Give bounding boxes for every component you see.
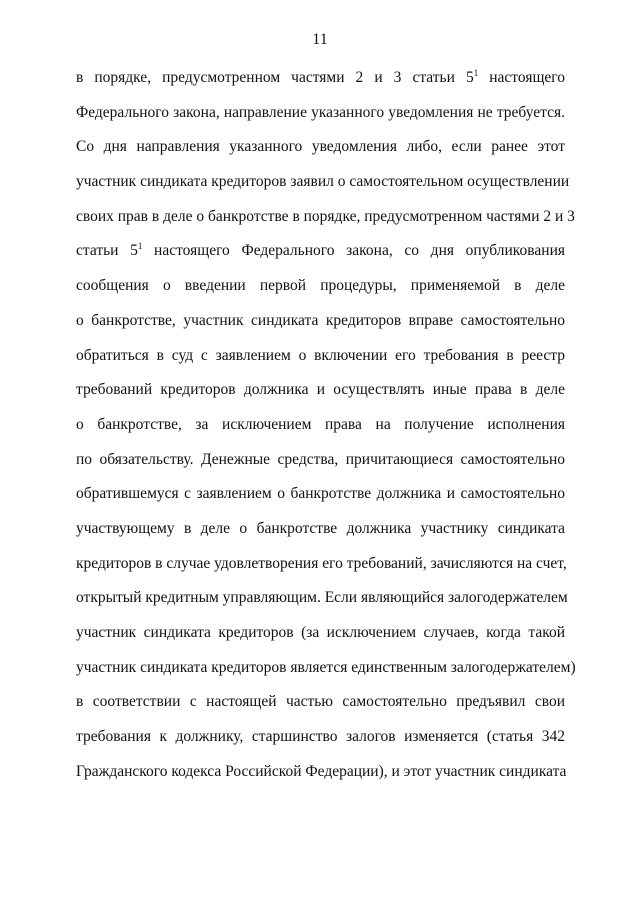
- text-line: Гражданского кодекса Российской Федерации), и этот участник синдиката: [76, 762, 567, 780]
- text-line: требования к должнику, старшинство залогов изменяется (статья 342: [76, 728, 565, 746]
- text-line: о банкротстве, за исключением права на получение исполнения: [76, 415, 565, 433]
- text-line: Федерального закона, направление указанного уведомления не требуется.: [76, 103, 565, 121]
- text-line: обратиться в суд с заявлением о включении его требования в реестр: [76, 346, 565, 364]
- text-line: обратившемуся с заявлением о банкротстве должника и самостоятельно: [76, 485, 565, 503]
- superscript: 1: [473, 68, 479, 78]
- page-number: 11: [312, 31, 328, 48]
- text-line: участник синдиката кредиторов является единственным залогодержателем): [76, 658, 576, 676]
- text-line: в порядке, предусмотренном частями 2 и 3 статьи $5^1$ настоящего: [76, 68, 565, 86]
- text-line: открытый кредитным управляющим. Если являющийся залогодержателем: [76, 589, 568, 607]
- body-text: [76, 66, 576, 794]
- text-line: своих прав в деле о банкротстве в порядке, предусмотренном частями 2 и 3: [76, 207, 575, 225]
- text-line: Со дня направления указанного уведомления либо, если ранее этот: [76, 138, 565, 156]
- text-line: участвующему в деле о банкротстве должника участнику синдиката: [76, 519, 565, 537]
- text-line: сообщения о введении первой процедуры, применяемой в деле: [76, 277, 565, 295]
- superscript: 1: [137, 241, 143, 252]
- text-line: участник синдиката кредиторов (за исключением случаев, когда такой: [76, 624, 565, 641]
- text-line: по обязательству. Денежные средства, причитающиеся самостоятельно: [76, 450, 565, 468]
- text-line: в соответствии с настоящей частью самостоятельно предъявил свои: [76, 693, 565, 711]
- text-line: статьи $5^1$ настоящего Федерального закона, со дня опубликования: [76, 241, 565, 260]
- text-line: кредиторов в случае удовлетворения его требований, зачисляются на счет,: [76, 554, 567, 572]
- text-line: участник синдиката кредиторов заявил о самостоятельном осуществлении: [76, 173, 570, 191]
- text-line: требований кредиторов должника и осуществлять иные права в деле: [76, 381, 565, 399]
- text-line: о банкротстве, участник синдиката кредиторов вправе самостоятельно: [76, 311, 565, 329]
